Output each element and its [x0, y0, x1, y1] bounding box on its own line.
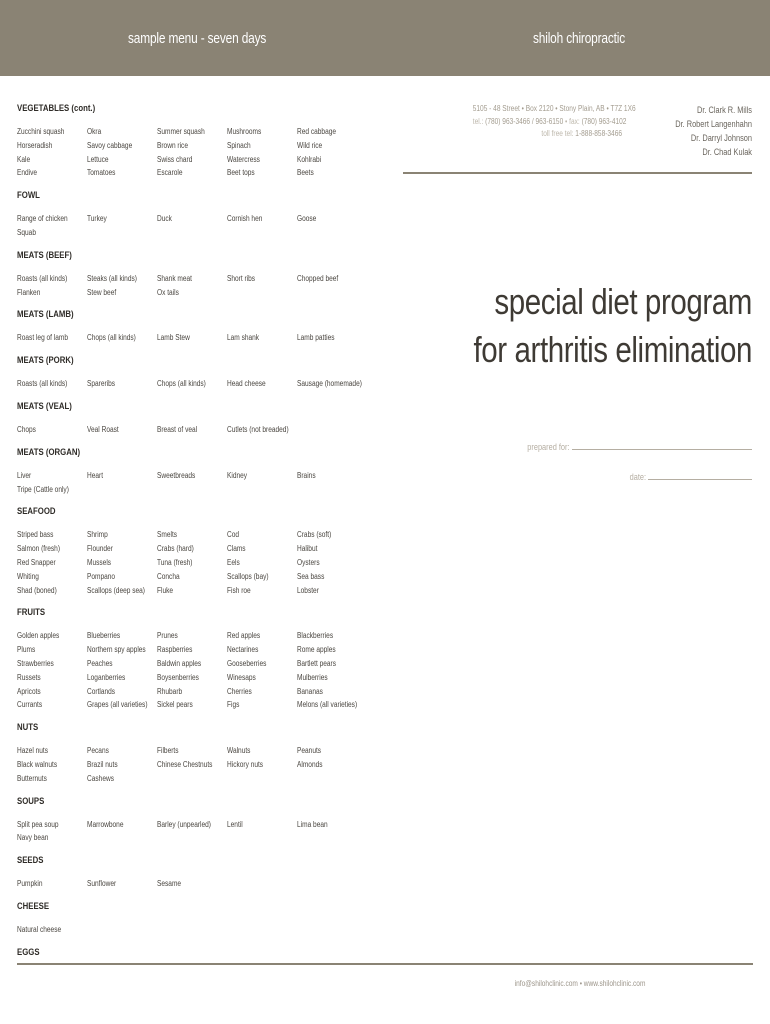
food-item: Heart — [87, 470, 104, 480]
food-item: Liver — [17, 470, 32, 480]
food-grid — [17, 272, 397, 300]
food-column — [227, 528, 297, 597]
food-item: Eels — [227, 557, 240, 567]
food-column — [17, 528, 87, 597]
food-column — [87, 272, 157, 300]
food-item: Okra — [87, 127, 102, 136]
food-item: Smelts — [157, 530, 178, 540]
food-item: Baldwin apples — [157, 658, 202, 668]
food-column — [17, 923, 87, 937]
food-grid — [17, 818, 397, 846]
food-item: Boysenberries — [157, 672, 199, 682]
food-column — [17, 125, 87, 180]
food-item: Flanken — [17, 287, 41, 297]
food-item: Shank meat — [157, 273, 193, 283]
food-item: Beet tops — [227, 168, 255, 178]
food-item: Striped bass — [17, 530, 54, 540]
category-heading: MEATS (VEAL) — [17, 400, 72, 412]
food-item: Melons (all varieties) — [297, 700, 358, 710]
food-column — [17, 377, 87, 391]
category-heading: VEGETABLES (cont.) — [17, 103, 96, 114]
food-item: Gooseberries — [227, 658, 267, 668]
food-grid — [17, 744, 397, 785]
food-column — [157, 377, 227, 391]
phone-line — [472, 116, 627, 129]
food-column — [227, 423, 297, 437]
food-column — [297, 877, 367, 891]
food-item: Roast leg of lamb — [17, 333, 69, 343]
food-item: Salmon (fresh) — [17, 544, 61, 554]
food-item: Halibut — [297, 544, 318, 554]
food-column — [17, 818, 87, 846]
food-item: Duck — [157, 214, 172, 224]
food-column — [157, 331, 227, 345]
food-column — [297, 818, 367, 846]
doctor-name: Dr. Robert Langenhahn — [675, 119, 752, 129]
food-column — [157, 528, 227, 597]
header-right-title: shiloh chiropractic — [533, 31, 626, 47]
doctor-name: Dr. Darryl Johnson — [690, 133, 752, 143]
program-title-line1: special diet program — [494, 281, 752, 322]
category-heading: FOWL — [17, 190, 40, 202]
program-title — [380, 278, 752, 374]
food-item: Flounder — [87, 544, 113, 554]
food-item: Apricots — [17, 686, 41, 696]
tollfree-label: toll free tel: — [541, 129, 574, 138]
food-column — [297, 125, 367, 180]
food-item: Marrowbone — [87, 819, 124, 829]
food-column — [157, 212, 227, 240]
food-section — [17, 505, 397, 597]
food-item: Brown rice — [157, 140, 188, 150]
food-item: Shad (boned) — [17, 585, 57, 595]
food-column — [227, 629, 297, 712]
food-item: Cod — [227, 530, 240, 540]
food-section — [17, 354, 397, 391]
food-column — [297, 744, 367, 785]
food-item: Peaches — [87, 658, 113, 668]
category-heading: MEATS (LAMB) — [17, 309, 74, 321]
food-grid — [17, 629, 397, 712]
food-item: Stew beef — [87, 287, 117, 297]
food-column — [17, 423, 87, 437]
food-grid — [17, 212, 397, 240]
food-column — [227, 377, 297, 391]
prepared-for-field[interactable] — [452, 442, 752, 452]
food-item: Bartlett pears — [297, 658, 337, 668]
clinic-address-block — [440, 103, 636, 141]
category-heading: MEATS (BEEF) — [17, 249, 72, 261]
food-item: Goose — [297, 214, 317, 224]
food-item: Chopped beef — [297, 273, 339, 283]
doctor-list — [640, 103, 752, 159]
food-item: Blackberries — [297, 631, 334, 641]
food-item: Crabs (soft) — [297, 530, 332, 540]
category-heading: EGGS — [17, 946, 40, 958]
food-item: Concha — [157, 571, 180, 581]
food-item: Horseradish — [17, 140, 53, 150]
food-item: Tomatoes — [87, 168, 116, 178]
food-column — [227, 818, 297, 846]
food-item: Hazel nuts — [17, 746, 48, 756]
food-item: Rhubarb — [157, 686, 183, 696]
food-column — [17, 877, 87, 891]
food-column — [227, 877, 297, 891]
food-item: Currants — [17, 700, 43, 710]
food-column — [17, 331, 87, 345]
food-item: Hickory nuts — [227, 759, 264, 769]
food-item: Veal Roast — [87, 424, 119, 434]
food-item: Escarole — [157, 168, 183, 178]
footer-divider — [17, 963, 753, 965]
food-item: Northern spy apples — [87, 645, 146, 655]
food-column — [87, 469, 157, 497]
food-item: Split pea soup — [17, 819, 59, 829]
food-item: Savoy cabbage — [87, 140, 133, 150]
food-column — [87, 818, 157, 846]
food-item: Roasts (all kinds) — [17, 273, 68, 283]
food-item: Plums — [17, 645, 36, 655]
food-item: Barley (unpearled) — [157, 819, 211, 829]
food-column — [17, 272, 87, 300]
food-item: Head cheese — [227, 379, 266, 389]
food-item: Lobster — [297, 585, 319, 595]
date-line[interactable] — [648, 479, 752, 480]
food-column — [227, 744, 297, 785]
food-item: Squab — [17, 227, 36, 237]
food-item: Summer squash — [157, 127, 205, 136]
food-item: Kohlrabi — [297, 154, 322, 164]
food-column — [297, 423, 367, 437]
tollfree-line — [473, 128, 622, 141]
food-item: Nectarines — [227, 645, 259, 655]
food-column — [227, 923, 297, 937]
food-grid — [17, 469, 397, 497]
food-grid — [17, 377, 397, 391]
food-column — [17, 744, 87, 785]
tel-label: tel.: — [472, 116, 484, 126]
date-field[interactable] — [452, 472, 752, 482]
prepared-for-line[interactable] — [572, 449, 752, 450]
food-item: Lamb patties — [297, 333, 335, 343]
food-column — [157, 877, 227, 891]
food-item: Zucchini squash — [17, 127, 65, 136]
food-item: Cornish hen — [227, 214, 263, 224]
date-label: date: — [629, 472, 646, 482]
food-item: Filberts — [157, 746, 179, 756]
food-item: Short ribs — [227, 273, 256, 283]
food-section — [17, 721, 397, 785]
food-column — [87, 744, 157, 785]
food-item: Kidney — [227, 470, 248, 480]
food-grid — [17, 923, 397, 937]
food-item: Mulberries — [297, 672, 328, 682]
food-item: Tuna (fresh) — [157, 557, 193, 567]
clinic-address: 5105 - 48 Street • Box 2120 • Stony Plain, AB • T7Z 1X6 — [472, 104, 636, 113]
category-heading: MEATS (ORGAN) — [17, 446, 81, 458]
food-item: Cortlands — [87, 686, 116, 696]
food-item: Sesame — [157, 879, 182, 889]
food-item: Beets — [297, 168, 314, 178]
food-column — [87, 923, 157, 937]
food-item: Cashews — [87, 773, 114, 783]
food-item: Loganberries — [87, 672, 126, 682]
food-grid — [17, 423, 397, 437]
food-section — [17, 102, 397, 180]
food-item: Brazil nuts — [87, 759, 118, 769]
tollfree-number: 1-888-858-3466 — [575, 129, 622, 138]
food-section — [17, 446, 397, 497]
prepared-for-label: prepared for: — [527, 442, 570, 452]
food-item: Mushrooms — [227, 127, 262, 136]
food-item: Pompano — [87, 571, 116, 581]
food-item: Almonds — [297, 759, 323, 769]
food-section — [17, 249, 397, 300]
header-left-title: sample menu - seven days — [128, 31, 267, 47]
food-column — [297, 629, 367, 712]
food-item: Spareribs — [87, 379, 116, 389]
food-item: Mussels — [87, 557, 112, 567]
food-item: Range of chicken — [17, 214, 68, 224]
food-column — [87, 377, 157, 391]
food-list — [17, 102, 397, 969]
food-section — [17, 606, 397, 712]
category-heading: CHEESE — [17, 900, 50, 912]
footer-contact: info@shilohclinic.com • www.shilohclinic.com — [514, 979, 645, 988]
food-column — [227, 331, 297, 345]
food-item: Swiss chard — [157, 154, 193, 164]
food-item: Navy bean — [17, 833, 49, 843]
food-item: Fish roe — [227, 585, 251, 595]
food-section — [17, 189, 397, 240]
food-item: Turkey — [87, 214, 107, 224]
food-column — [297, 377, 367, 391]
category-heading: SEAFOOD — [17, 506, 56, 518]
food-item: Roasts (all kinds) — [17, 379, 68, 389]
food-column — [157, 272, 227, 300]
food-item: Sausage (homemade) — [297, 379, 362, 389]
food-column — [297, 469, 367, 497]
food-column — [227, 125, 297, 180]
food-item: Strawberries — [17, 658, 54, 668]
food-item: Red Snapper — [17, 557, 56, 567]
food-item: Whiting — [17, 571, 39, 581]
food-item: Red cabbage — [297, 127, 337, 136]
food-item: Sunflower — [87, 879, 117, 889]
food-section — [17, 795, 397, 846]
food-section — [17, 946, 397, 959]
food-item: Lentil — [227, 819, 243, 829]
food-item: Blueberries — [87, 631, 121, 641]
food-item: Cherries — [227, 686, 252, 696]
food-column — [297, 212, 367, 240]
food-item: Wild rice — [297, 140, 323, 150]
food-item: Kale — [17, 154, 31, 164]
food-item: Prunes — [157, 631, 178, 641]
food-item: Lettuce — [87, 154, 109, 164]
header-bar — [0, 0, 770, 76]
food-item: Steaks (all kinds) — [87, 273, 137, 283]
food-column — [157, 125, 227, 180]
food-item: Peanuts — [297, 746, 322, 756]
food-item: Pecans — [87, 746, 109, 756]
food-grid — [17, 877, 397, 891]
category-heading: MEATS (PORK) — [17, 355, 74, 367]
food-column — [297, 923, 367, 937]
food-section — [17, 854, 397, 891]
food-item: Crabs (hard) — [157, 544, 194, 554]
fax-number: (780) 963-4102 — [581, 116, 627, 126]
food-item: Cutlets (not breaded) — [227, 424, 289, 434]
category-heading: SEEDS — [17, 855, 44, 867]
food-column — [157, 629, 227, 712]
food-item: Chinese Chestnuts — [157, 759, 213, 769]
food-column — [227, 272, 297, 300]
food-item: Pumpkin — [17, 879, 43, 889]
food-item: Golden apples — [17, 631, 60, 641]
food-item: Endive — [17, 168, 38, 178]
food-item: Walnuts — [227, 746, 251, 756]
food-item: Chops (all kinds) — [157, 379, 206, 389]
food-item: Sweetbreads — [157, 470, 196, 480]
food-item: Tripe (Cattle only) — [17, 484, 69, 494]
food-item: Fluke — [157, 585, 174, 595]
food-column — [87, 877, 157, 891]
food-item: Lima bean — [297, 819, 328, 829]
food-section — [17, 308, 397, 345]
food-column — [87, 212, 157, 240]
food-item: Shrimp — [87, 530, 108, 540]
category-heading: FRUITS — [17, 607, 46, 619]
food-column — [87, 423, 157, 437]
food-item: Butternuts — [17, 773, 47, 783]
food-column — [87, 629, 157, 712]
tel-number: (780) 963-3466 / 963-6150 — [485, 116, 564, 126]
food-column — [297, 331, 367, 345]
food-item: Lam shank — [227, 333, 260, 343]
food-item: Clams — [227, 544, 246, 554]
fax-label: • fax: — [565, 116, 580, 126]
food-section — [17, 400, 397, 437]
food-item: Chops — [17, 424, 36, 434]
food-item: Raspberries — [157, 645, 193, 655]
food-item: Oysters — [297, 557, 320, 567]
food-item: Rome apples — [297, 645, 336, 655]
food-column — [157, 818, 227, 846]
food-grid — [17, 528, 397, 597]
food-section — [17, 900, 397, 937]
food-column — [87, 125, 157, 180]
food-item: Lamb Stew — [157, 333, 190, 343]
food-item: Sickel pears — [157, 700, 193, 710]
food-column — [157, 423, 227, 437]
food-column — [87, 528, 157, 597]
food-column — [297, 272, 367, 300]
food-grid — [17, 331, 397, 345]
food-grid — [17, 125, 397, 180]
food-item: Watercress — [227, 154, 260, 164]
food-item: Scallops (bay) — [227, 571, 269, 581]
food-item: Grapes (all varieties) — [87, 700, 148, 710]
footer — [400, 979, 645, 988]
category-heading: NUTS — [17, 722, 39, 734]
food-item: Spinach — [227, 140, 251, 150]
food-column — [17, 212, 87, 240]
food-column — [227, 212, 297, 240]
food-item: Chops (all kinds) — [87, 333, 136, 343]
food-item: Ox tails — [157, 287, 179, 297]
food-item: Brains — [297, 470, 316, 480]
food-column — [87, 331, 157, 345]
category-heading: SOUPS — [17, 795, 45, 807]
food-item: Bananas — [297, 686, 323, 696]
doctor-name: Dr. Chad Kulak — [702, 147, 752, 157]
food-column — [157, 923, 227, 937]
food-column — [157, 469, 227, 497]
program-title-line2: for arthritis elimination — [473, 329, 752, 370]
food-column — [17, 629, 87, 712]
food-item: Russets — [17, 672, 41, 682]
food-item: Natural cheese — [17, 924, 62, 934]
doctor-name: Dr. Clark R. Mills — [697, 105, 752, 115]
food-item: Red apples — [227, 631, 261, 641]
food-column — [157, 744, 227, 785]
header-divider — [403, 172, 752, 174]
food-item: Figs — [227, 700, 240, 710]
food-item: Scallops (deep sea) — [87, 585, 145, 595]
food-item: Breast of veal — [157, 424, 198, 434]
food-column — [227, 469, 297, 497]
food-item: Winesaps — [227, 672, 256, 682]
food-item: Sea bass — [297, 571, 325, 581]
food-item: Black walnuts — [17, 759, 58, 769]
food-column — [297, 528, 367, 597]
food-column — [17, 469, 87, 497]
